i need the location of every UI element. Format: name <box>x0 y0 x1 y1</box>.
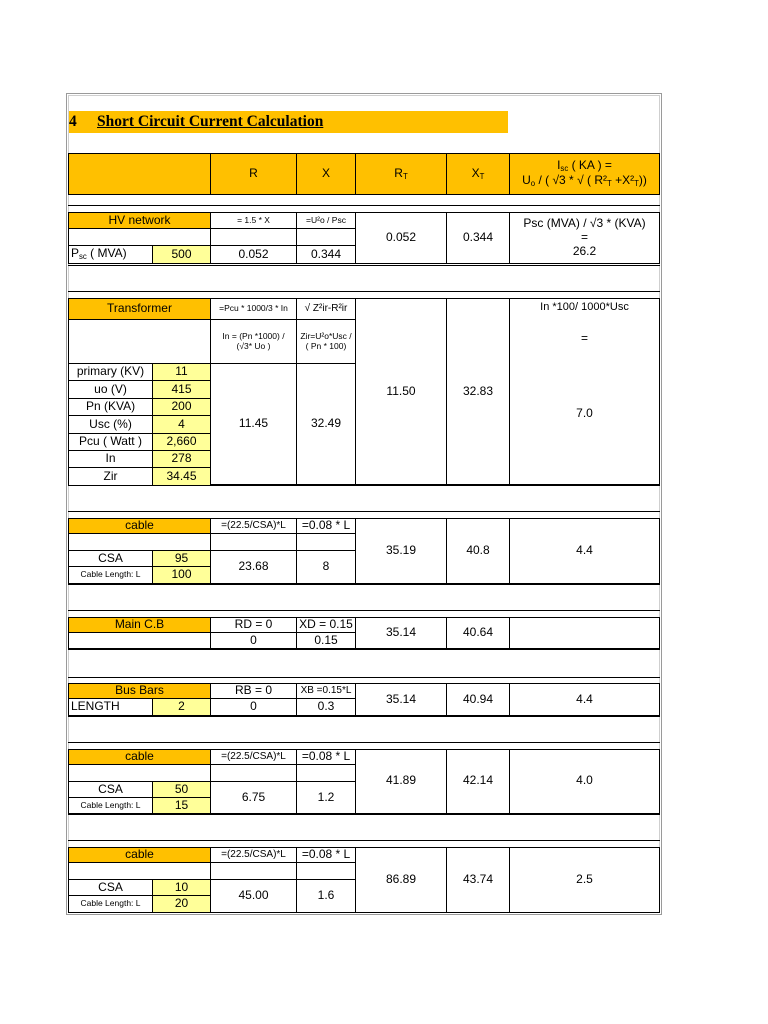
cable1-x: 8 <box>296 550 356 584</box>
cable2-csa-label: CSA <box>68 781 153 798</box>
cable2-xt: 42.14 <box>446 749 510 814</box>
transformer-param-label: uo (V) <box>68 380 153 399</box>
busbars-label: Bus Bars <box>68 683 211 699</box>
header-x-label: X <box>321 166 330 181</box>
transformer-param-value: 415 <box>152 380 211 399</box>
cable3-label: cable <box>68 847 211 863</box>
cable1-r: 23.68 <box>210 550 297 584</box>
transformer-xt: 32.83 <box>446 298 510 485</box>
divider <box>68 610 660 611</box>
maincb-x-formula: XD = 0.15 <box>296 617 356 633</box>
hv-rt: 0.052 <box>355 212 447 264</box>
divider <box>68 814 660 815</box>
hv-blank2 <box>210 228 297 246</box>
transformer-param-value: 4 <box>152 415 211 434</box>
cable3-r-formula: =(22.5/CSA)*L <box>210 847 297 863</box>
divider <box>68 716 660 717</box>
divider <box>68 485 660 486</box>
maincb-r: 0 <box>210 632 297 649</box>
divider <box>68 511 660 512</box>
transformer-x-formula: √ Z²ir-R²ir <box>296 298 356 320</box>
cable1-len-label: Cable Length: L <box>68 566 153 584</box>
busbars-x-formula: XB =0.15*L <box>296 683 356 699</box>
cable1-blank <box>68 533 211 551</box>
transformer-zir-formula: Zir=U²o*Usc / ( Pn * 100) <box>296 319 356 364</box>
hv-blank <box>68 228 211 246</box>
cable2-len: 15 <box>152 797 211 814</box>
transformer-param-value: 200 <box>152 398 211 416</box>
cable1-csa: 95 <box>152 550 211 567</box>
header-isc-line1: $I_{sc}$ ( KA ) = <box>557 158 612 174</box>
page-title <box>69 111 508 133</box>
cable2-blank <box>68 764 211 782</box>
maincb-r-formula: RD = 0 <box>210 617 297 633</box>
maincb-isc <box>509 617 660 649</box>
transformer-blank <box>68 319 211 364</box>
hv-psc-value: 500 <box>152 245 211 264</box>
cable1-isc: 4.4 <box>509 518 660 584</box>
section-title: Short Circuit Current Calculation <box>97 113 324 130</box>
busbars-rt: 35.14 <box>355 683 447 716</box>
hv-isc: Psc (MVA) / √3 * (KVA) = 26.2 <box>509 212 660 264</box>
header-rt-label: $R_T$ <box>394 165 408 181</box>
hv-psc-label: $P_{sc}$ ( MVA) <box>68 245 153 264</box>
divider <box>68 840 660 841</box>
divider <box>68 291 660 292</box>
maincb-rt: 35.14 <box>355 617 447 649</box>
cable3-rt: 86.89 <box>355 847 447 913</box>
transformer-param-label: Zir <box>68 467 153 486</box>
hv-network-label: HV network <box>68 212 211 229</box>
transformer-r-formula: =Pcu * 1000/3 * In <box>210 298 297 320</box>
busbars-r: 0 <box>210 698 297 716</box>
divider <box>68 649 660 650</box>
cable3-csa-label: CSA <box>68 879 153 896</box>
cable2-isc: 4.0 <box>509 749 660 814</box>
cable2-blank3 <box>296 764 356 782</box>
transformer-in-formula: In = (Pn *1000) / (√3* Uo ) <box>210 319 297 364</box>
maincb-blank <box>68 632 211 649</box>
hv-r-formula: = 1.5 * X <box>210 212 297 229</box>
cable1-label: cable <box>68 518 211 534</box>
cable2-label: cable <box>68 749 211 765</box>
transformer-param-label: Pcu ( Watt ) <box>68 433 153 451</box>
transformer-rt: 11.50 <box>355 298 447 485</box>
cable2-x: 1.2 <box>296 781 356 814</box>
cable1-rt: 35.19 <box>355 518 447 584</box>
transformer-param-value: 2,660 <box>152 433 211 451</box>
cable3-isc: 2.5 <box>509 847 660 913</box>
divider <box>68 742 660 743</box>
header-rt <box>355 153 447 195</box>
divider <box>68 677 660 678</box>
header-blank <box>68 153 211 195</box>
header-x <box>296 153 356 195</box>
cable3-len-label: Cable Length: L <box>68 895 153 913</box>
busbars-len-label: LENGTH <box>68 698 153 716</box>
header-isc-line2: $U_o$ / ( √3 * √ ( $R^2_T +X^2_T$)) <box>522 173 647 188</box>
transformer-param-label: Pn (KVA) <box>68 398 153 416</box>
hv-r: 0.052 <box>210 245 297 264</box>
cable2-rt: 41.89 <box>355 749 447 814</box>
transformer-param-label: primary (KV) <box>68 363 153 381</box>
cable2-r-formula: =(22.5/CSA)*L <box>210 749 297 765</box>
transformer-label: Transformer <box>68 298 211 320</box>
maincb-xt: 40.64 <box>446 617 510 649</box>
header-xt <box>446 153 510 195</box>
header-isc <box>509 153 660 195</box>
cable2-r: 6.75 <box>210 781 297 814</box>
header-r <box>210 153 297 195</box>
cable2-csa: 50 <box>152 781 211 798</box>
divider <box>68 265 660 266</box>
cable3-len: 20 <box>152 895 211 913</box>
header-r-label: R <box>249 166 258 181</box>
hv-blank3 <box>296 228 356 246</box>
transformer-r: 11.45 <box>210 363 297 485</box>
cable3-blank <box>68 862 211 880</box>
transformer-isc: In *100/ 1000*Usc = 7.0 <box>509 298 660 485</box>
cable1-csa-label: CSA <box>68 550 153 567</box>
cable3-csa: 10 <box>152 879 211 896</box>
transformer-param-value: 278 <box>152 450 211 468</box>
cable1-blank3 <box>296 533 356 551</box>
transformer-x: 32.49 <box>296 363 356 485</box>
hv-x: 0.344 <box>296 245 356 264</box>
transformer-param-value: 11 <box>152 363 211 381</box>
transformer-param-label: Usc (%) <box>68 415 153 434</box>
cable1-x-formula: =0.08 * L <box>296 518 356 534</box>
busbars-isc: 4.4 <box>509 683 660 716</box>
cable1-len: 100 <box>152 566 211 584</box>
busbars-r-formula: RB = 0 <box>210 683 297 699</box>
transformer-param-label: In <box>68 450 153 468</box>
section-number: 4 <box>69 113 77 130</box>
cable3-x-formula: =0.08 * L <box>296 847 356 863</box>
divider <box>68 584 660 585</box>
divider <box>68 205 660 206</box>
cable2-x-formula: =0.08 * L <box>296 749 356 765</box>
cable1-xt: 40.8 <box>446 518 510 584</box>
cable1-blank2 <box>210 533 297 551</box>
cable3-blank3 <box>296 862 356 880</box>
cable3-xt: 43.74 <box>446 847 510 913</box>
cable1-r-formula: =(22.5/CSA)*L <box>210 518 297 534</box>
cable3-blank2 <box>210 862 297 880</box>
hv-x-formula: =U²o / Psc <box>296 212 356 229</box>
busbars-len: 2 <box>152 698 211 716</box>
cable2-blank2 <box>210 764 297 782</box>
header-xt-label: $X_T$ <box>471 165 485 181</box>
cable3-r: 45.00 <box>210 879 297 913</box>
hv-xt: 0.344 <box>446 212 510 264</box>
maincb-label: Main C.B <box>68 617 211 633</box>
busbars-xt: 40.94 <box>446 683 510 716</box>
cable3-x: 1.6 <box>296 879 356 913</box>
cable2-len-label: Cable Length: L <box>68 797 153 814</box>
busbars-x: 0.3 <box>296 698 356 716</box>
maincb-x: 0.15 <box>296 632 356 649</box>
transformer-param-value: 34.45 <box>152 467 211 486</box>
